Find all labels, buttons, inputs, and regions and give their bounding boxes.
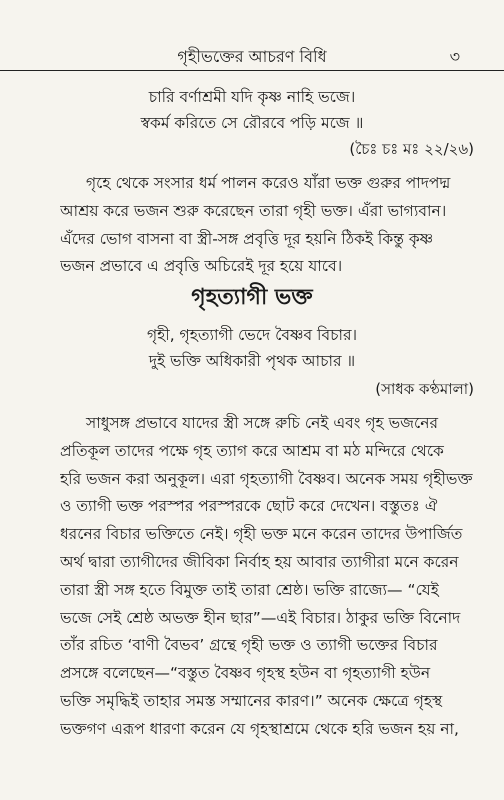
verse-line: স্বকর্ম করিতে সে রৌরবে পড়ি মজে ॥	[140, 114, 364, 132]
paragraph-1	[60, 170, 490, 281]
section-heading: গৃহত্যাগী ভক্ত	[191, 285, 313, 310]
paragraph-line: তাঁর রচিত ‘বাণী বৈভব’ গ্রন্থে গৃহী ভক্ত ও ত্যাগী ভক্তের বিচার	[60, 636, 438, 655]
page-number: ৩	[449, 47, 460, 66]
verse-1	[0, 84, 504, 136]
verse-line: দুই ভক্তি অধিকারী পৃথক আচার ॥	[148, 352, 356, 370]
verse-1-citation: (চৈঃ চঃ মঃ ২২/২৬)	[349, 140, 474, 158]
paragraph-2	[60, 410, 490, 744]
paragraph-line: হরি ভজন করা অনুকূল। এরা গৃহত্যাগী বৈষ্ণব। অনেক সময় গৃহীভক্ত	[60, 469, 473, 488]
paragraph-line: প্রসঙ্গে বলেছেন—“বস্তুত বৈষ্ণব গৃহস্থ হউন বা গৃহত্যাগী হউন	[60, 664, 431, 683]
paragraph-line: ভক্তি সমৃদ্ধিই তাহার সমস্ত সম্মানের কারণ।” অনেক ক্ষেত্রে গৃহস্থ	[60, 691, 443, 710]
verse-2-citation: (সাধক কণ্ঠমালা)	[375, 380, 474, 398]
verse-2	[0, 322, 504, 374]
running-header	[0, 40, 504, 71]
paragraph-line: প্রতিকূল তাদের পক্ষে গৃহ ত্যাগ করে আশ্রম বা মঠ মন্দিরে থেকে	[60, 441, 444, 460]
verse-line: গৃহী, গৃহত্যাগী ভেদে বৈষ্ণব বিচার।	[146, 326, 358, 344]
paragraph-line: ভজে সেই শ্রেষ্ঠ অভক্ত হীন ছার”—এই বিচার। ঠাকুর ভক্তি বিনোদ	[60, 608, 461, 627]
verse-line: চারি বর্ণাশ্রমী যদি কৃষ্ণ নাহি ভজে।	[148, 88, 356, 106]
paragraph-line: আশ্রয় করে ভজন শুরু করেছেন তারা গৃহী ভক্ত। এঁরা ভাগ্যবান।	[60, 201, 447, 220]
paragraph-line: সাধুসঙ্গ প্রভাবে যাদের স্ত্রী সঙ্গে রুচি নেই এবং গৃহ ভজনের	[86, 414, 439, 432]
paragraph-line: ও ত্যাগী ভক্ত পরস্পর পরস্পরকে ছোট করে দেখেন। বস্তুতঃ ঐ	[60, 497, 438, 516]
paragraph-line: ভজন প্রভাবে এ প্রবৃত্তি অচিরেই দূর হয়ে যাবে।	[60, 257, 343, 276]
paragraph-line: গৃহে থেকে সংসার ধর্ম পালন করেও যাঁরা ভক্ত গুরুর পাদপদ্ম	[86, 174, 451, 192]
paragraph-line: ভক্তগণ এরূপ ধারণা করেন যে গৃহস্থাশ্রমে থেকে হরি ভজন হয় না,	[60, 719, 459, 738]
header-title: গৃহীভক্তের আচরণ বিধি	[177, 47, 327, 66]
paragraph-line: তারা স্ত্রী সঙ্গ হতে বিমুক্ত তাই তারা শ্রেষ্ঠ। ভক্তি রাজ্যে— “যেই	[60, 580, 439, 599]
paragraph-line: ধরনের বিচার ভক্তিতে নেই। গৃহী ভক্ত মনে করেন তাদের উপার্জিত	[60, 525, 463, 544]
paragraph-line: এঁদের ভোগ বাসনা বা স্ত্রী-সঙ্গ প্রবৃত্তি দূর হয়নি ঠিকই কিন্তু কৃষ্ণ	[60, 229, 434, 248]
paragraph-line: অর্থ দ্বারা ত্যাগীদের জীবিকা নির্বাহ হয় আবার ত্যাগীরা মনে করেন	[60, 552, 459, 571]
